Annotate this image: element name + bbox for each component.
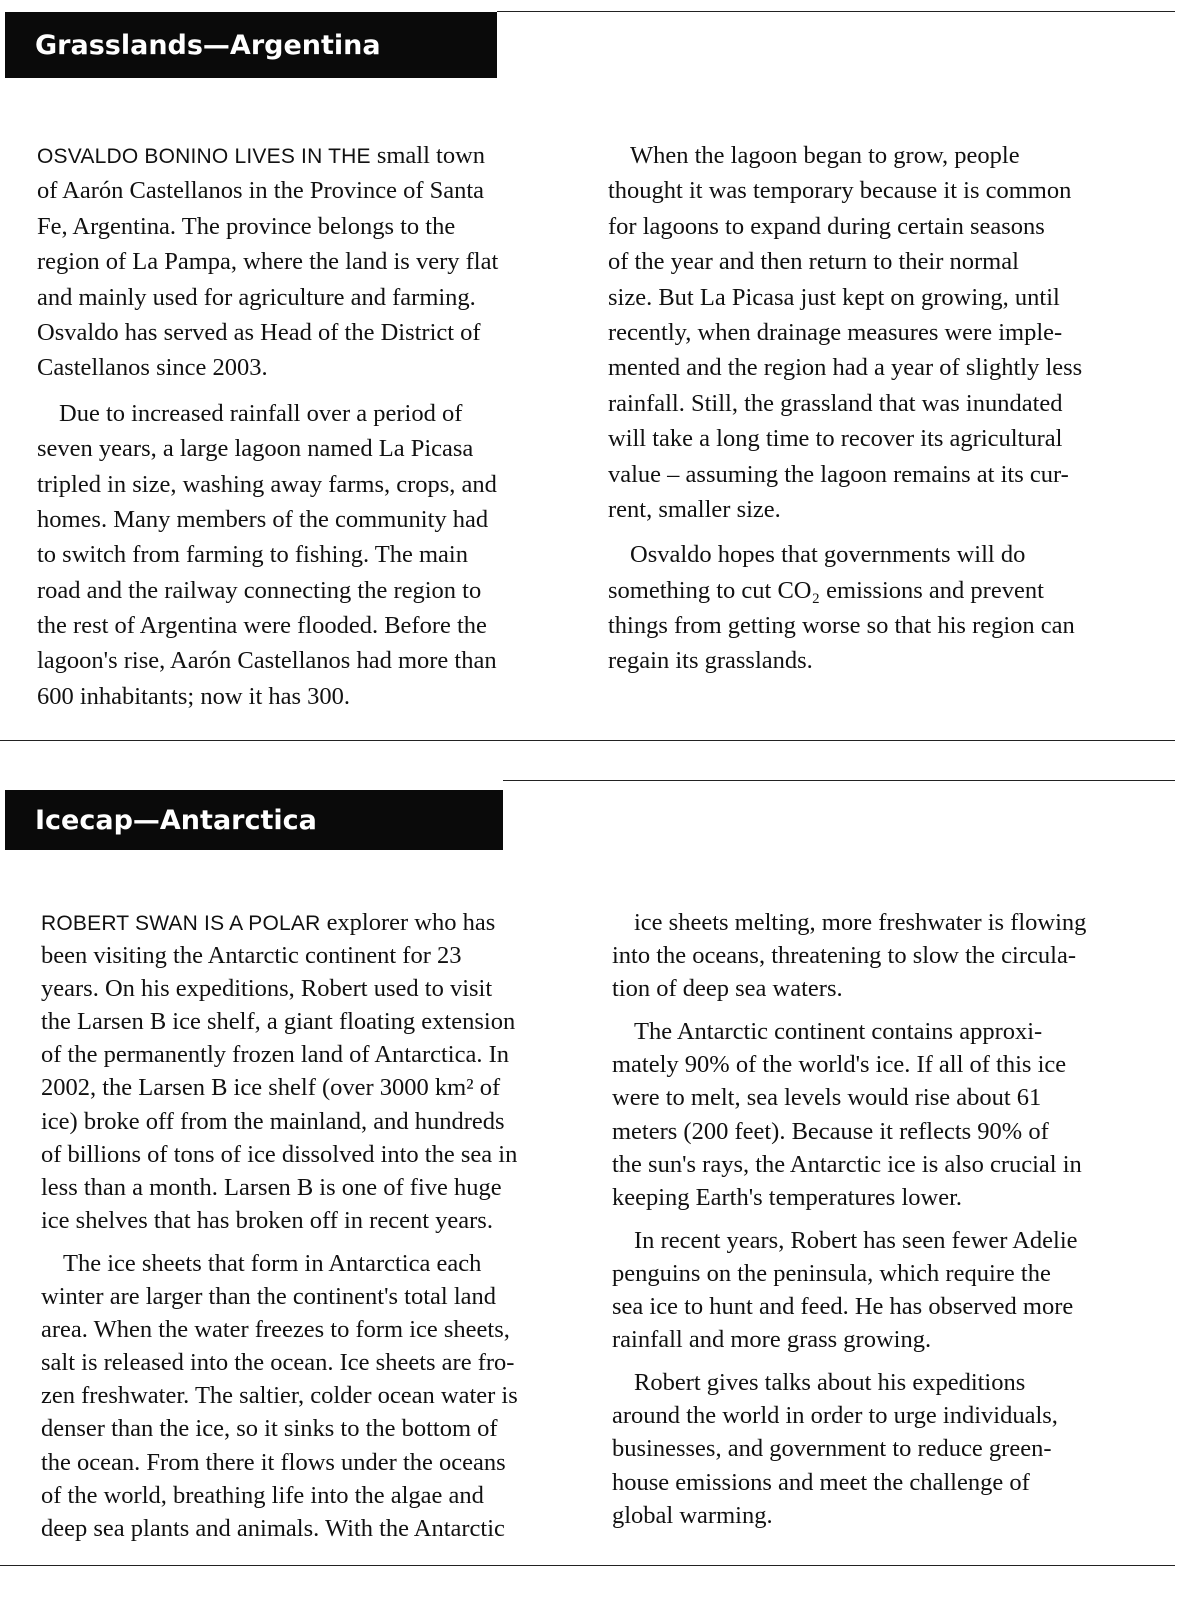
text-line: value – assuming the lagoon remains at its cur- [608,460,1069,488]
text-line: winter are larger than the continent's total land [41,1283,497,1311]
text-line [37,138,498,173]
text-line: house emissions and meet the challenge of [612,1468,1030,1496]
text-line: things from getting worse so that his region can [608,612,1075,640]
text-line: Fe, Argentina. The province belongs to the [37,212,456,240]
text-line: the ocean. From there it flows under the oceans [41,1448,506,1476]
text-line: rent, smaller size. [608,495,781,523]
text-line: deep sea plants and animals. With the Antarctic [41,1514,505,1542]
text: explorer who has [320,909,496,936]
text-line: and mainly used for agriculture and farming. [37,283,476,311]
text-line: region of La Pampa, where the land is very flat [37,248,499,276]
text-line: around the world in order to urge individuals, [612,1402,1058,1430]
text-line: Castellanos since 2003. [37,354,268,382]
text-line: of the world, breathing life into the algae and [41,1481,484,1509]
text-line: of Aarón Castellanos in the Province of Santa [37,177,485,205]
text-line: thought it was temporary because it is common [608,177,1072,205]
text-line: sea ice to hunt and feed. He has observed more [612,1293,1074,1321]
text-line: zen freshwater. The saltier, colder ocean water is [41,1382,518,1410]
text-line: were to melt, sea levels would rise about 61 [612,1084,1042,1112]
text-line: mately 90% of the world's ice. If all of this ice [612,1051,1067,1079]
text-line: The Antarctic continent contains approxi- [634,1018,1043,1046]
text-line: area. When the water freezes to form ice sheets, [41,1316,510,1344]
text-line: 2002, the Larsen B ice shelf (over 3000 km² of [41,1074,501,1102]
text-line: into the oceans, threatening to slow the circula- [612,942,1076,970]
text-line: rainfall. Still, the grassland that was inundated [608,389,1063,417]
text-line: will take a long time to recover its agricultural [608,425,1063,453]
text-line: rainfall and more grass growing. [612,1326,932,1354]
column-left [37,138,498,724]
text-line: 600 inhabitants; now it has 300. [37,682,351,710]
text-line: mented and the region had a year of slightly less [608,354,1083,382]
text-line: been visiting the Antarctic continent for 23 [41,942,462,970]
text-line: the rest of Argentina were flooded. Before the [37,612,487,640]
paragraph [37,138,498,386]
paragraph [612,1015,1086,1214]
column-right [608,138,1082,689]
text-line: keeping Earth's temperatures lower. [612,1183,963,1211]
divider [497,11,1175,12]
text-line: Robert gives talks about his expeditions [634,1369,1026,1397]
text-line: road and the railway connecting the region to [37,576,482,604]
column-right [612,906,1086,1542]
text-line: salt is released into the ocean. Ice sheets are fro- [41,1349,515,1377]
text-line: ice shelves that has broken off in recent years. [41,1206,493,1234]
paragraph [37,396,498,715]
text-line: In recent years, Robert has seen fewer Adelie [634,1226,1078,1254]
text-line: penguins on the peninsula, which require the [612,1259,1051,1287]
paragraph [41,906,518,1237]
text-line: of billions of tons of ice dissolved into the sea in [41,1140,518,1168]
text-line: When the lagoon began to grow, people [630,142,1020,169]
text-line: homes. Many members of the community had [37,505,489,533]
text-line: denser than the ice, so it sinks to the bottom of [41,1415,498,1443]
text-line: Due to increased rainfall over a period of [59,399,463,427]
text: small town [370,142,486,169]
text-line: tripled in size, washing away farms, crops, and [37,470,497,498]
column-left [41,906,518,1555]
text-line: ice) broke off from the mainland, and hundreds [41,1107,505,1135]
text-line: Osvaldo has served as Head of the District of [37,318,481,346]
text-line: the Larsen B ice shelf, a giant floating extension [41,1008,516,1036]
text-line: years. On his expeditions, Robert used to visit [41,975,493,1003]
text-line: less than a month. Larsen B is one of five huge [41,1173,502,1201]
text-line: regain its grasslands. [608,647,813,675]
text-line: lagoon's rise, Aarón Castellanos had more than [37,647,497,675]
text-line: recently, when drainage measures were imple- [608,318,1063,346]
paragraph [608,537,1082,679]
text-line: Osvaldo hopes that governments will do [630,541,1026,569]
section-title: Icecap—Antarctica [35,804,317,836]
section-title: Grasslands—Argentina [35,29,381,61]
text-line: to switch from farming to fishing. The main [37,541,468,569]
text-line: global warming. [612,1501,773,1529]
lead-in: ROBERT SWAN IS A POLAR [41,912,321,935]
paragraph [608,138,1082,527]
text-line: seven years, a large lagoon named La Picasa [37,435,474,463]
divider [0,1565,1175,1566]
divider [0,740,1175,741]
text-line [41,906,518,939]
text-line: something to cut CO₂ emissions and prevent [608,576,1044,604]
text-line: tion of deep sea waters. [612,975,843,1003]
text-line: The ice sheets that form in Antarctica each [63,1249,482,1277]
text-line: size. But La Picasa just kept on growing, until [608,283,1060,311]
text-line: businesses, and government to reduce green- [612,1435,1052,1463]
section-header-grasslands [5,12,497,78]
paragraph [612,906,1086,1005]
paragraph [612,1224,1086,1356]
lead-in: OSVALDO BONINO LIVES IN THE [37,145,371,168]
text-line: for lagoons to expand during certain seasons [608,212,1045,240]
text-line: meters (200 feet). Because it reflects 90% of [612,1117,1049,1145]
paragraph [41,1247,518,1545]
section-header-icecap [5,790,503,850]
divider [503,780,1175,781]
text-line: of the year and then return to their normal [608,248,1019,276]
text-line: ice sheets melting, more freshwater is flowing [634,909,1087,936]
text-line: the sun's rays, the Antarctic ice is also crucial in [612,1150,1082,1178]
text-line: of the permanently frozen land of Antarctica. In [41,1041,510,1069]
paragraph [612,1366,1086,1531]
